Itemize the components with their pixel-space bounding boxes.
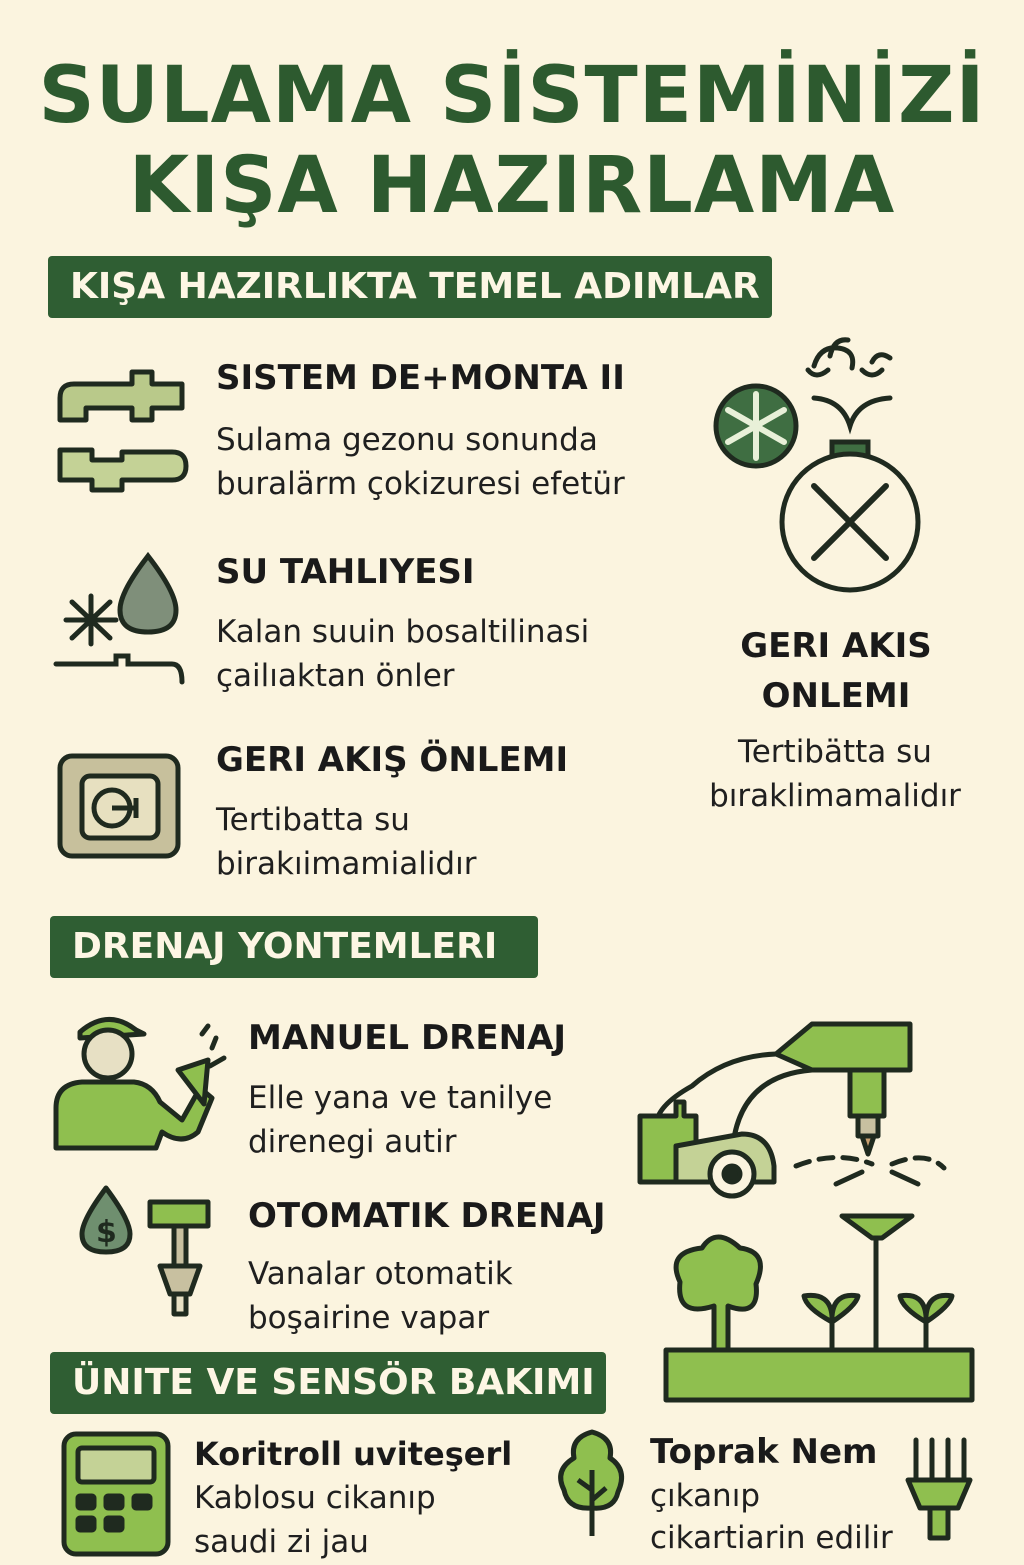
item-heading: OTOMATIK DRENAJ [248,1196,606,1236]
page-title-line2: KIŞA HAZIRLAMA [128,141,896,231]
item-text-line: boşairine vapar [248,1300,490,1336]
page-title-line1: SULAMA SİSTEMİNİZİ [38,51,986,141]
item-text-line: Elle yana ve tanilye [248,1080,553,1116]
soil-sensor-icon [900,1436,980,1536]
side-text-line: Tertibätta su [738,734,932,770]
svg-text:$: $ [96,1215,117,1250]
controller-text-line1: Koritroll uviteşerl [194,1435,513,1473]
backflow-valve-icon [710,336,940,596]
item-heading: GERI AKIŞ ÖNLEMI [216,740,569,780]
section-banner-basic-steps: KIŞA HAZIRLIKTA TEMEL ADIMLAR [48,256,772,318]
side-heading-line2: ONLEMI [761,676,911,716]
controller-text-line2: Kablosu cikanıp [194,1480,436,1516]
item-heading: SU TAHLIYESI [216,552,475,592]
side-text-line: bıraklimamalidır [709,778,961,814]
sensor-text-line3: cikartiarin edilir [650,1520,893,1556]
item-heading: MANUEL DRENAJ [248,1018,566,1058]
water-drop-icon [52,552,192,692]
sensor-text-line2: çıkanıp [650,1478,760,1514]
item-text-line: birakıimamialidır [216,846,477,882]
sensor-text-line1: Toprak Nem [650,1432,878,1472]
valve-box-icon [56,752,184,864]
section-banner-drainage-methods: DRENAJ YONTEMLERI [50,916,538,978]
side-heading-line1: GERI AKIS [740,626,932,666]
item-text-line: buralärm çokizuresi efetür [216,466,625,502]
item-text-line: çailıaktan önler [216,658,455,694]
item-text-line: Kalan suuin bosaltilinasi [216,614,590,650]
section-banner-unit-sensor-maintenance: ÜNITE VE SENSÖR BAKIMI [50,1352,606,1414]
item-heading: SISTEM DE+MONTA II [216,358,625,398]
item-text-line: Sulama gezonu sonunda [216,422,598,458]
worker-icon [52,1008,232,1158]
pipe-fittings-icon [52,362,192,502]
controller-text-line3: saudi zi jau [194,1524,369,1560]
item-text-line: direnegi autir [248,1124,457,1160]
controller-icon [60,1430,172,1536]
tree-icon [556,1430,636,1536]
drain-valve-icon [78,1184,218,1324]
sprinkler-garden-icon [636,1016,976,1404]
item-text-line: Vanalar otomatik [248,1256,513,1292]
item-text-line: Tertibatta su [216,802,410,838]
